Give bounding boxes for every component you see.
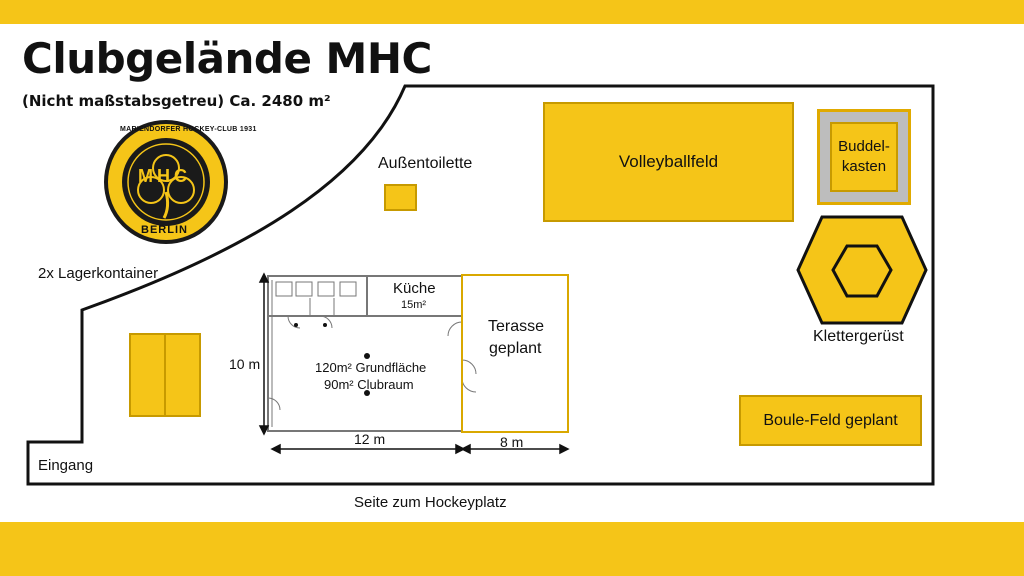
toilet-label: Außentoilette [378,155,473,172]
dimension-terrace: 8 m [500,434,524,450]
building-area-label: 120m² Grundfläche [315,360,427,375]
dimension-height: 10 m [229,356,261,372]
page-subtitle: (Nicht maßstabsgetreu) Ca. 2480 m² [22,92,331,110]
storage-container [165,334,200,416]
climbing-frame-label: Klettergerüst [813,328,904,345]
entrance-label: Eingang [38,457,94,474]
logo-monogram: MHC [138,166,191,186]
volleyball-field [543,102,794,222]
climbing-frame-outer [798,217,926,323]
clubroom-label: 90m² Clubraum [324,377,414,392]
storage-container [130,334,165,416]
logo-ring-top: MARIENDORFER HOCKEY-CLUB 1931 [120,126,257,133]
kitchen-size-label: 15m² [401,299,427,311]
logo-ring-bottom: BERLIN [141,224,188,236]
terrace-label-2: geplant [489,340,542,357]
containers-label: 2x Lagerkontainer [38,265,159,282]
hockey-side-label: Seite zum Hockeyplatz [354,494,507,511]
sandbox-inner [830,122,898,192]
sandbox [817,109,911,205]
volleyball-label: Volleyballfeld [618,152,719,171]
dimension-width: 12 m [354,431,386,447]
terrace-label-1: Terasse [488,318,545,335]
sandbox-label-1: Buddel- [838,138,890,155]
building-outline [268,276,476,431]
outdoor-toilet [384,184,417,211]
kitchen-label: Küche [393,280,436,297]
column-marker [364,353,370,359]
boule-label: Boule-Feld geplant [763,411,898,429]
page-title: Clubgelände MHC [22,34,432,83]
sandbox-label-2: kasten [841,158,887,175]
boule-field [739,395,922,446]
